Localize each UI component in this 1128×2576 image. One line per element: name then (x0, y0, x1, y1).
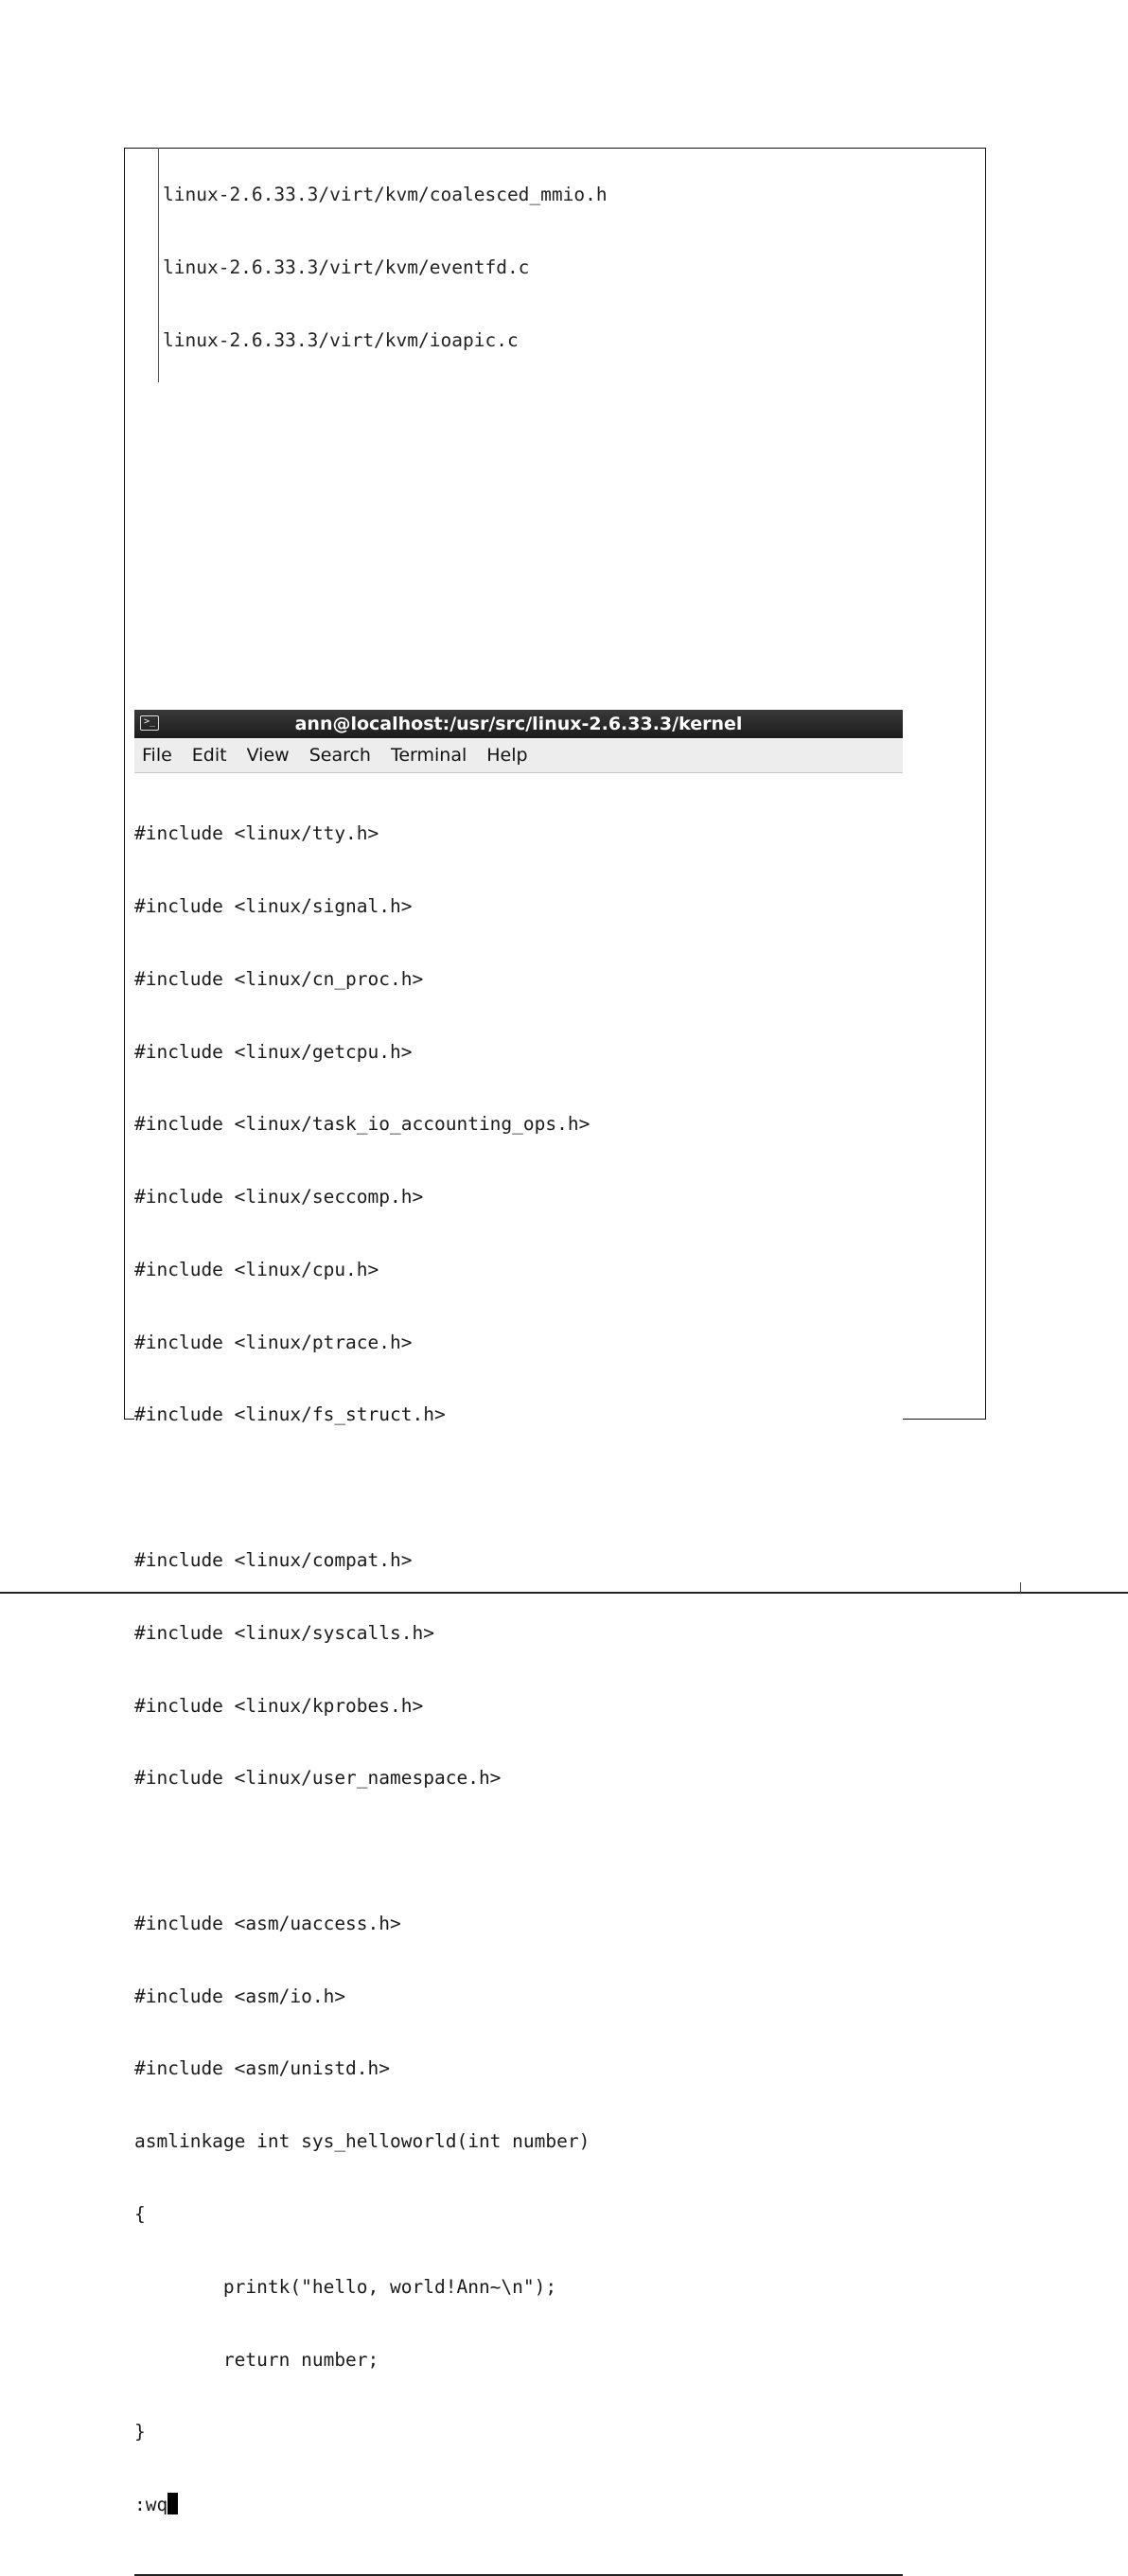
code-line: #include <linux/task_io_accounting_ops.h> (134, 1113, 590, 1136)
menu-bar (134, 738, 903, 773)
code-line: #include <asm/io.h> (134, 1985, 346, 2007)
code-line: #include <linux/getcpu.h> (134, 1040, 413, 1063)
terminal-line: linux-2.6.33.3/virt/kvm/eventfd.c (163, 256, 530, 278)
code-line: #include <linux/syscalls.h> (134, 1621, 434, 1644)
code-line: printk("hello, world!Ann~\n"); (134, 2275, 557, 2298)
terminal-icon: >_ (140, 715, 159, 731)
terminal-line: linux-2.6.33.3/virt/kvm/coalesced_mmio.h (163, 184, 608, 206)
menu-terminal[interactable]: Terminal (390, 745, 467, 766)
top-terminal-output (158, 148, 985, 382)
window-title: ann@localhost:/usr/src/linux-2.6.33.3/kernel (294, 714, 743, 734)
code-line: return number; (134, 2348, 379, 2371)
window-titlebar[interactable] (134, 710, 903, 738)
menu-view[interactable]: View (246, 745, 290, 766)
code-line: #include <linux/signal.h> (134, 894, 413, 917)
menu-search[interactable]: Search (308, 745, 371, 766)
menu-file[interactable]: File (142, 745, 172, 766)
code-line: #include <linux/fs_struct.h> (134, 1403, 446, 1426)
code-line: #include <linux/seccomp.h> (134, 1186, 424, 1209)
code-line (134, 1839, 903, 1863)
code-line: #include <linux/ptrace.h> (134, 1331, 413, 1353)
code-line: #include <linux/user_namespace.h> (134, 1767, 502, 1790)
code-line: #include <linux/tty.h> (134, 822, 379, 845)
code-line: asmlinkage int sys_helloworld(int number) (134, 2130, 590, 2153)
code-line: #include <linux/cn_proc.h> (134, 967, 424, 990)
menu-edit[interactable]: Edit (191, 745, 227, 766)
code-line: { (134, 2203, 146, 2226)
page-bottom-rule (0, 1592, 1128, 1594)
editor-area[interactable] (134, 773, 903, 2566)
code-line: #include <linux/kprobes.h> (134, 1694, 424, 1717)
vim-command-text: :wq (134, 2494, 168, 2516)
vim-command-line[interactable] (134, 2493, 903, 2517)
code-line (134, 1475, 903, 1500)
terminal-line: linux-2.6.33.3/virt/kvm/ioapic.c (163, 328, 519, 351)
code-line: #include <asm/unistd.h> (134, 2057, 391, 2080)
terminal-window (134, 710, 903, 2576)
code-line: #include <linux/compat.h> (134, 1549, 413, 1571)
menu-help[interactable]: Help (486, 745, 528, 766)
terminal-lines (163, 148, 768, 382)
code-line: } (134, 2421, 146, 2444)
code-line: #include <asm/uaccess.h> (134, 1912, 401, 1934)
block-cursor (167, 2493, 178, 2514)
page-tick-mark (1020, 1582, 1021, 1594)
code-line: #include <linux/cpu.h> (134, 1258, 379, 1280)
